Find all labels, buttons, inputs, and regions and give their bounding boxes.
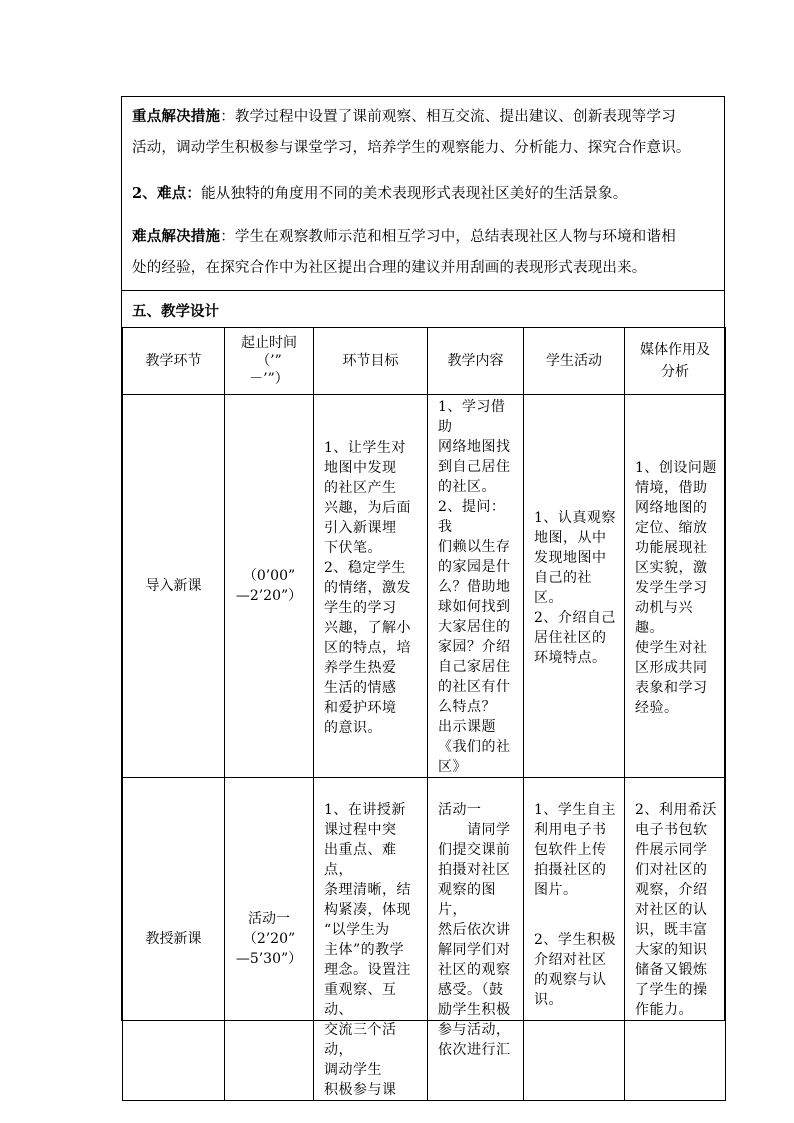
header-time-line: 起止时间: [241, 335, 297, 351]
cell-line: 课过程中突: [324, 822, 397, 838]
cell-line: 生活的情感: [324, 680, 397, 696]
key-measures-para: [132, 101, 714, 164]
cell-line: 活动一: [438, 802, 482, 818]
table-header-row: [123, 328, 726, 395]
cell-line: “以学生为: [324, 922, 390, 938]
cell-line: 的社区产生: [324, 480, 397, 496]
key-measures-line1: ：教学过程中设置了课前观察、相互交流、提出建议、创新表现等学习: [220, 109, 676, 125]
cell-line: 社区的观察: [438, 962, 511, 978]
cell-line: 感受。（鼓: [438, 982, 504, 998]
cell-line: 出示课题: [438, 719, 496, 735]
header-media-line: 媒体作用及: [640, 342, 710, 358]
cell-line: 2、稳定学生: [324, 560, 406, 576]
cell-line: 们提交课前: [438, 842, 511, 858]
cell-line: 学生的学习: [324, 600, 397, 616]
cell-line: 拍摄对社区: [438, 862, 511, 878]
row2-time: [225, 778, 314, 1101]
header-media-line: 分析: [661, 364, 689, 380]
cell-line: 《我们的社: [438, 739, 511, 755]
activity-lines: [524, 504, 624, 668]
cell-line: 观察的图片，: [438, 882, 496, 918]
content-lines: [428, 778, 523, 1060]
cell-line: 发学生学习: [635, 580, 708, 596]
cell-line: 识。: [534, 992, 563, 1008]
time-line: —2’20”）: [235, 588, 303, 604]
cell-line: 发现地图中: [534, 550, 607, 566]
row1-media: [625, 395, 726, 778]
cell-line: 包软件上传: [534, 842, 607, 858]
cell-line: 的社区有什: [438, 679, 511, 695]
cell-line: 区的特点，培: [324, 640, 411, 656]
cell-line: 介绍对社区: [534, 952, 607, 968]
cell-line: 引入新课埋: [324, 520, 397, 536]
goal-lines: [314, 778, 427, 1100]
cell-line: 大家居住的: [438, 619, 511, 635]
cell-line: 么？借助地: [438, 579, 511, 595]
key-measures-label: 重点解决措施: [132, 108, 221, 125]
cell-line: 2、提问：我: [438, 499, 506, 535]
cell-line: 居住社区的: [534, 630, 607, 646]
cell-line: 定位、缩放: [635, 520, 708, 536]
media-lines: [625, 778, 725, 1020]
difficulty-measures-line2: 处的经验，在探究合作中为社区提出合理的建议并用刮画的表现形式表现出来。: [132, 260, 647, 276]
cell-line: 出重点、难点，: [324, 842, 397, 878]
cell-line: 积极参与课: [324, 1082, 397, 1098]
cell-line: 表象和学习: [635, 680, 708, 696]
difficulty-measures-line1: ：学生在观察教师示范和相互学习中，总结表现社区人物与环境和谐相: [220, 229, 676, 245]
cell-line: 到自己居住: [438, 459, 511, 475]
difficulty-para: [132, 178, 714, 210]
difficulty-label: 2、难点：: [132, 185, 202, 202]
goal-lines: [314, 434, 427, 738]
cell-line: 使学生对社: [635, 640, 708, 656]
row2-content: [428, 778, 524, 1101]
cell-line: 调动学生: [324, 1062, 382, 1078]
cell-line: 储备又锻炼: [635, 962, 708, 978]
header-content: 教学内容: [428, 328, 524, 395]
cell-line: 1、学生自主: [534, 802, 616, 818]
cell-line: 请同学: [438, 822, 511, 838]
cell-line: 和爱护环境: [324, 700, 397, 716]
cell-line: 1、创设问题: [635, 460, 717, 476]
cell-line: 的意识。: [324, 720, 382, 736]
header-time-line: （’”: [256, 353, 282, 369]
cell-line: 区形成共同: [635, 660, 708, 676]
row1-activity: [524, 395, 625, 778]
content-lines: [428, 395, 523, 777]
cell-line: 1、认真观察: [534, 510, 616, 526]
cell-line: 件展示同学: [635, 842, 708, 858]
activity-part-2: [534, 930, 620, 1010]
cell-line: 球如何找到: [438, 599, 511, 615]
cell-line: 参与活动，: [438, 1022, 511, 1038]
cell-line: 2、学生积极: [534, 932, 616, 948]
cell-line: 主体”的教学: [324, 942, 405, 958]
header-stage: 教学环节: [123, 328, 225, 395]
cell-line: 交流三个活动，: [324, 1022, 397, 1058]
cell-line: 依次进行汇: [438, 1042, 511, 1058]
cell-line: 们对社区的: [635, 862, 708, 878]
cell-line: 自己的社区。: [534, 570, 592, 606]
document-frame: [121, 96, 725, 1098]
cell-line: 兴趣，了解小: [324, 620, 411, 636]
time-line: —5’30”）: [235, 951, 303, 967]
difficulty-measures-label: 难点解决措施: [132, 228, 221, 245]
cell-line: 动机与兴趣。: [635, 600, 693, 636]
table-row: [123, 778, 726, 1101]
cell-line: 区》: [438, 759, 467, 775]
row1-stage: 导入新课: [123, 395, 225, 778]
cell-line: 的观察与认: [534, 972, 607, 988]
cell-line: 1、在讲授新: [324, 802, 406, 818]
row1-time: [225, 395, 314, 778]
cell-line: 对社区的认: [635, 902, 708, 918]
row2-stage: 教授新课: [123, 778, 225, 1101]
cell-line: 2、介绍自己: [534, 610, 616, 626]
cell-line: 解同学们对: [438, 942, 511, 958]
cell-line: 自己家居住: [438, 659, 511, 675]
cell-line: 大家的知识: [635, 942, 708, 958]
cell-line: 兴趣，为后面: [324, 500, 411, 516]
cell-line: 作能力。: [635, 1002, 693, 1018]
table-row: [123, 395, 726, 778]
cell-line: 下伏笔。: [324, 540, 382, 556]
cell-line: 1、让学生对: [324, 440, 406, 456]
cell-line: 条理清晰，结: [324, 882, 411, 898]
spacer: [534, 900, 620, 930]
cell-line: 识，既丰富: [635, 922, 708, 938]
cell-line: 么特点？: [438, 699, 496, 715]
row1-content: [428, 395, 524, 778]
time-line: （2’20”: [242, 931, 296, 947]
cell-line: 网络地图的: [635, 500, 708, 516]
cell-line: 环境特点。: [534, 650, 607, 666]
measures-block: [122, 97, 724, 290]
divider: [122, 290, 724, 291]
activity-part-1: [534, 800, 620, 900]
cell-line: 了学生的操: [635, 982, 708, 998]
cell-line: 网络地图找: [438, 439, 511, 455]
media-lines: [625, 454, 725, 718]
header-time-line: －’”）: [249, 371, 289, 387]
header-media: [625, 328, 726, 395]
cell-line: 1、学习借助: [438, 399, 506, 435]
cell-line: 利用电子书: [534, 822, 607, 838]
cell-line: 图片。: [534, 882, 578, 898]
cell-line: 重观察、互动、: [324, 982, 397, 1018]
row2-activity: [524, 778, 625, 1101]
cell-line: 家园？介绍: [438, 639, 511, 655]
cell-line: 地图中发现: [324, 460, 397, 476]
header-time: [225, 328, 314, 395]
teaching-design-table: [122, 327, 726, 1101]
time-line: 活动一: [248, 911, 290, 927]
cell-line: 励学生积极: [438, 1002, 511, 1018]
cell-line: 地图，从中: [534, 530, 607, 546]
cell-line: 情境，借助: [635, 480, 708, 496]
time-line: （0’00”: [242, 568, 296, 584]
cell-line: 经验。: [635, 700, 679, 716]
cell-line: 功能展现社: [635, 540, 708, 556]
cell-line: 理念。设置注: [324, 962, 411, 978]
cell-line: 养学生热爱: [324, 660, 397, 676]
cell-line: 电子书包软: [635, 822, 708, 838]
cell-line: 的情绪，激发: [324, 580, 411, 596]
difficulty-measures-para: [132, 221, 714, 284]
cell-line: 拍摄社区的: [534, 862, 607, 878]
cell-line: 观察，介绍: [635, 882, 708, 898]
header-goal: 环节目标: [314, 328, 428, 395]
section-title: 五、教学设计: [132, 303, 219, 320]
cell-line: 2、利用希沃: [635, 802, 717, 818]
cell-line: 构紧凑，体现: [324, 902, 411, 918]
cell-line: 的社区。: [438, 479, 496, 495]
row2-goal: [314, 778, 428, 1101]
difficulty-text: 能从独特的角度用不同的美术表现形式表现社区美好的生活景象。: [201, 186, 628, 202]
cell-line: 然后依次讲: [438, 922, 511, 938]
cell-line: 区实貌，激: [635, 560, 708, 576]
activity-lines: [524, 778, 624, 1010]
header-activity: 学生活动: [524, 328, 625, 395]
cell-line: 们赖以生存: [438, 539, 511, 555]
key-measures-line2: 活动，调动学生积极参与课堂学习，培养学生的观察能力、分析能力、探究合作意识。: [132, 140, 691, 156]
row2-media: [625, 778, 726, 1101]
cell-line: 的家园是什: [438, 559, 511, 575]
row1-goal: [314, 395, 428, 778]
